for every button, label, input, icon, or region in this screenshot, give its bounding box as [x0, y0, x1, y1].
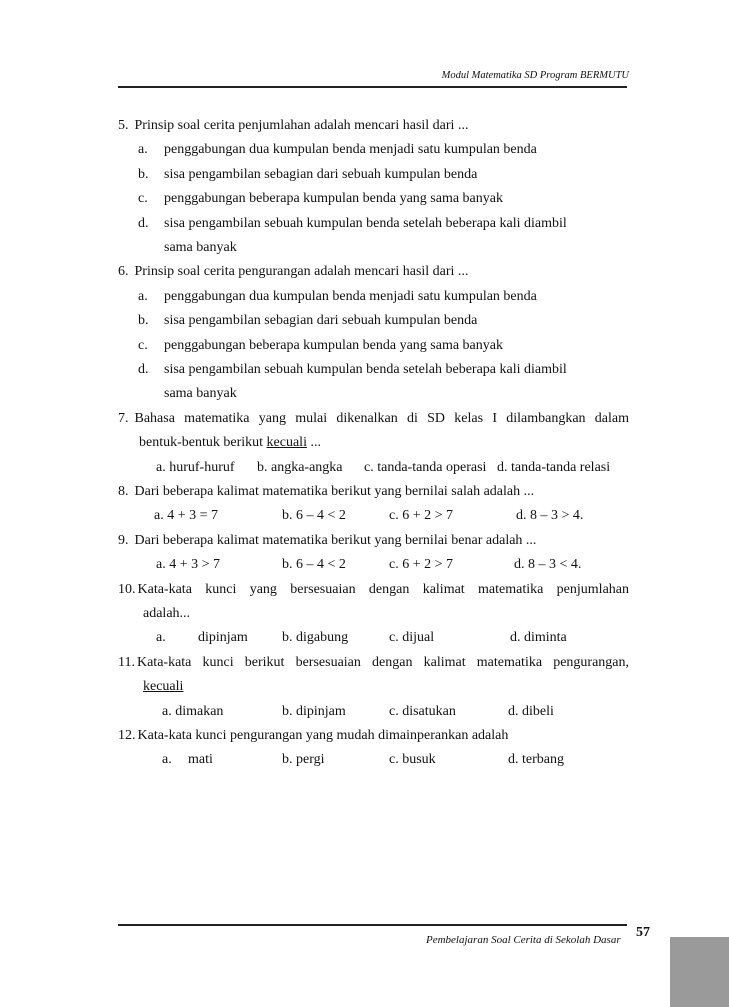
question-number: 6.: [118, 264, 129, 280]
option-b: b. 6 – 4 < 2: [282, 557, 346, 573]
question-text: Kata-kata kunci berikut bersesuaian dengan kalimat matematika pengurangan,: [136, 654, 629, 670]
option-b: b. sisa pengambilan sebagian dari sebuah kumpulan benda: [138, 313, 478, 329]
question-number: 8.: [118, 484, 129, 500]
option-a: a. penggabungan dua kumpulan benda menjadi satu kumpulan benda: [138, 142, 537, 158]
question-number: 11.: [118, 654, 135, 670]
option-a: a. 4 + 3 = 7: [154, 508, 219, 524]
option-c: c. busuk: [389, 752, 436, 768]
question-text: Dari beberapa kalimat matematika berikut yang bernilai salah adalah ...: [134, 484, 535, 500]
question-number: 5.: [118, 118, 129, 133]
question-7: [118, 407, 629, 480]
underlined-keyword: kecuali: [143, 679, 184, 695]
header-rule: [118, 86, 627, 88]
question-number: 12.: [118, 728, 136, 744]
option-b: b. digabung: [282, 630, 349, 646]
option-b: b. dipinjam: [282, 703, 346, 719]
question-text: Prinsip soal cerita penjumlahan adalah mencari hasil dari ...: [134, 118, 469, 133]
option-b: b. pergi: [282, 752, 325, 768]
option-c: c. 6 + 2 > 7: [389, 508, 454, 524]
options-row: [118, 748, 629, 772]
page-footer-text: Pembelajaran Soal Cerita di Sekolah Dasar: [426, 934, 621, 946]
option-c: c. penggabungan beberapa kumpulan benda yang sama banyak: [138, 191, 503, 207]
question-text: Dari beberapa kalimat matematika berikut yang bernilai benar adalah ...: [134, 532, 537, 548]
option-c: c. 6 + 2 > 7: [389, 557, 454, 573]
options-row: [118, 456, 629, 480]
option-a-letter: a.: [162, 752, 172, 768]
page-header-text: Modul Matematika SD Program BERMUTU: [441, 70, 629, 81]
option-b: b. angka-angka: [257, 459, 343, 475]
option-d: d. terbang: [508, 752, 564, 768]
question-6: [118, 260, 629, 406]
options-row: [118, 700, 629, 724]
question-list: [118, 114, 629, 773]
options-row: [118, 553, 629, 577]
question-10: [118, 578, 629, 651]
page-corner-block: [670, 937, 729, 1007]
option-d: d. tanda-tanda relasi: [497, 459, 611, 475]
question-text: Prinsip soal cerita pengurangan adalah mencari hasil dari ...: [134, 264, 469, 280]
question-5: [118, 114, 629, 260]
option-d-continuation: sama banyak: [164, 386, 237, 402]
question-9: [118, 529, 629, 578]
option-b: b. sisa pengambilan sebagian dari sebuah kumpulan benda: [138, 166, 478, 182]
question-text-continuation: [118, 675, 629, 699]
question-12: [118, 724, 629, 773]
question-8: [118, 480, 629, 529]
question-number: 10.: [118, 581, 136, 597]
question-11: [118, 651, 629, 724]
option-a: mati: [188, 752, 213, 768]
option-c: c. dijual: [389, 630, 435, 646]
page-number: 57: [636, 925, 650, 940]
question-text: Bahasa matematika yang mulai dikenalkan di SD kelas I dilambangkan dalam: [134, 410, 629, 426]
option-a: a. 4 + 3 > 7: [156, 557, 221, 573]
option-a: a. penggabungan dua kumpulan benda menjadi satu kumpulan benda: [138, 288, 537, 304]
question-number: 7.: [118, 410, 129, 426]
option-d: d. 8 – 3 < 4.: [514, 557, 582, 573]
option-d: d. sisa pengambilan sebuah kumpulan benda setelah beberapa kali diambil: [138, 215, 567, 231]
option-d: d. sisa pengambilan sebuah kumpulan benda setelah beberapa kali diambil: [138, 362, 567, 378]
option-c: c. tanda-tanda operasi: [364, 459, 487, 475]
options-row: [118, 626, 629, 650]
option-d: d. diminta: [510, 630, 567, 646]
question-text: Kata-kata kunci yang bersesuaian dengan kalimat matematika penjumlahan: [137, 581, 629, 597]
question-text: Kata-kata kunci pengurangan yang mudah dimainperankan adalah: [137, 728, 509, 744]
option-d: d. dibeli: [508, 703, 554, 719]
question-number: 9.: [118, 532, 129, 548]
option-a: a. huruf-huruf: [156, 459, 235, 475]
option-a: a. dimakan: [162, 703, 224, 719]
option-c: c. penggabungan beberapa kumpulan benda yang sama banyak: [138, 337, 503, 353]
option-a: dipinjam: [198, 630, 248, 646]
option-c: c. disatukan: [389, 703, 456, 719]
option-d-continuation: sama banyak: [164, 240, 237, 256]
footer-rule: [118, 924, 627, 926]
underlined-keyword: kecuali: [266, 435, 307, 451]
option-d: d. 8 – 3 > 4.: [516, 508, 584, 524]
option-b: b. 6 – 4 < 2: [282, 508, 346, 524]
question-text-continuation: adalah...: [143, 606, 191, 622]
question-text-continuation: bentuk-bentuk berikut kecuali ...: [139, 435, 321, 451]
options-row: [118, 504, 629, 528]
option-a-letter: a.: [156, 630, 166, 646]
